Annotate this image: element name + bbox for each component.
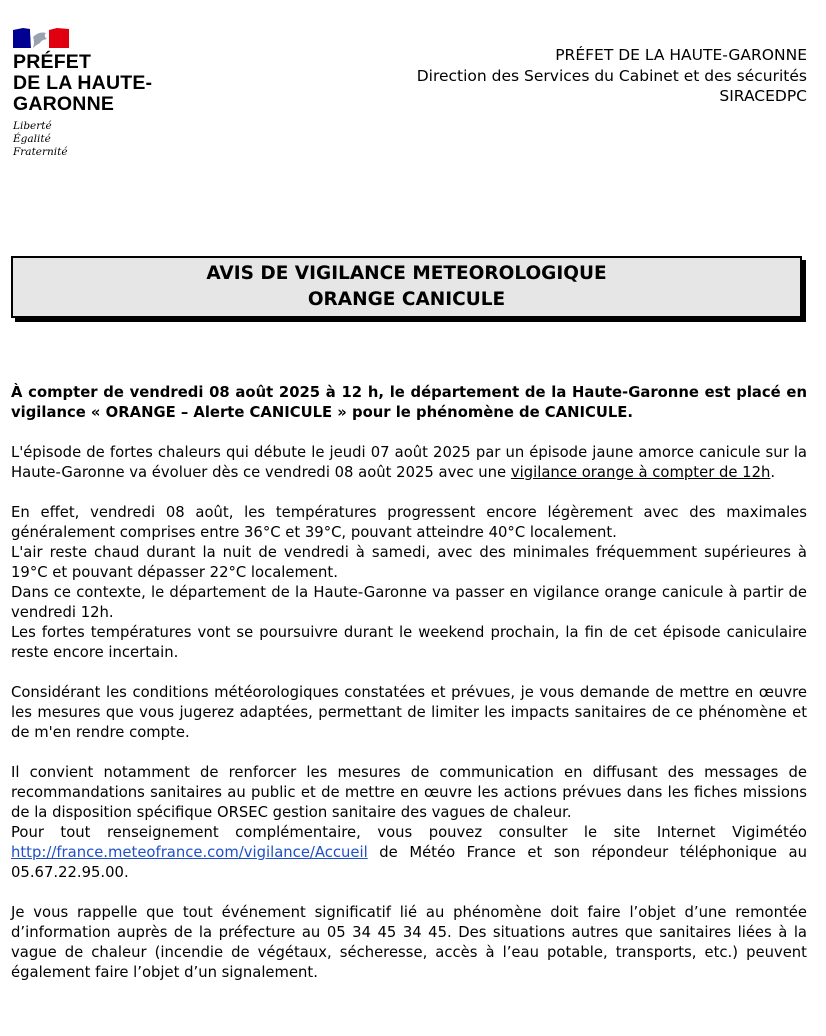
document-title-box — [11, 256, 802, 318]
sender-line: Direction des Services du Cabinet et des sécurités — [416, 66, 807, 85]
reporting-paragraph: Je vous rappelle que tout événement significatif lié au phénomène doit faire l’objet d’une remontée d’information auprès de la préfecture au 05 34 45 34 45. Des situations autres que sanitaires liées à la vague de chaleur (incendie de végétaux, sécheresse, accès à l’eau potable, transports, etc.) peuvent également faire l’objet d’un signalement. — [11, 904, 807, 981]
episode-end-text: . — [770, 464, 776, 481]
logo-title-line: DE LA HAUTE- — [13, 72, 153, 94]
sender-line: SIRACEDPC — [719, 87, 807, 105]
forecast-line: Dans ce contexte, le département de la Haute-Garonne va passer en vigilance orange canicule à partir de vendredi 12h. — [11, 584, 807, 621]
sender-line: PRÉFET DE LA HAUTE-GARONNE — [555, 46, 807, 64]
episode-paragraph — [11, 443, 807, 483]
document-title-line2: ORANGE CANICULE — [307, 289, 506, 310]
marianne-flag-icon — [13, 27, 69, 49]
prefecture-logo — [13, 27, 173, 159]
measures-paragraph: Considérant les conditions météorologiques constatées et prévues, je vous demande de mettre en œuvre les mesures que vous jugerez adaptées, permettant de limiter les impacts sanitaires de ce phénomène et de m'en rendre compte. — [11, 684, 807, 741]
communication-paragraph — [11, 763, 807, 883]
logo-title — [13, 52, 173, 115]
forecast-line: En effet, vendredi 08 août, les températures progressent encore légèrement avec des maximales généralement comprises entre 36°C et 39°C, pouvant atteindre 40°C localement. — [11, 504, 807, 541]
logo-title-line: PRÉFET — [13, 51, 92, 73]
info-text: Pour tout renseignement complémentaire, vous pouvez consulter le site Internet Vigimétéo — [11, 824, 807, 841]
motto-line: Fraternité — [13, 146, 68, 158]
vigilance-link[interactable]: http://france.meteofrance.com/vigilance/Accueil — [11, 844, 368, 861]
sender-block — [417, 45, 807, 107]
forecast-line: Les fortes températures vont se poursuivre durant le weekend prochain, la fin de cet épisode caniculaire reste encore incertain. — [11, 624, 807, 661]
motto-line: Égalité — [13, 133, 51, 145]
document-body — [11, 383, 807, 1003]
forecast-paragraph — [11, 503, 807, 663]
republic-motto — [13, 120, 173, 159]
episode-text: L'épisode de fortes chaleurs qui débute le jeudi 07 août 2025 par un épisode jaune amorce canicule sur la Haute-Garonne va évoluer dès ce vendredi 08 août 2025 avec une — [11, 444, 807, 481]
forecast-line: L'air reste chaud durant la nuit de vendredi à samedi, avec des minimales fréquemment supérieures à 19°C et pouvant dépasser 22°C localement. — [11, 544, 807, 581]
logo-title-line: GARONNE — [13, 93, 115, 115]
info-text-end: de Météo France et son répondeur téléphonique au 05.67.22.95.00. — [11, 844, 807, 881]
vigilance-start-text: vigilance orange à compter de 12h — [510, 464, 771, 481]
motto-line: Liberté — [13, 120, 52, 132]
intro-paragraph: À compter de vendredi 08 août 2025 à 12 h, le département de la Haute-Garonne est placé en vigilance « ORANGE – Alerte CANICULE » pour le phénomène de CANICULE. — [11, 384, 807, 421]
document-title-line1: AVIS DE VIGILANCE METEOROLOGIQUE — [206, 263, 607, 284]
communication-text: Il convient notamment de renforcer les mesures de communication en diffusant des messages de recommandations sanitaires au public et de mettre en œuvre les actions prévues dans les fiches missions de la disposition spécifique ORSEC gestion sanitaire des vagues de chaleur. — [11, 764, 807, 821]
